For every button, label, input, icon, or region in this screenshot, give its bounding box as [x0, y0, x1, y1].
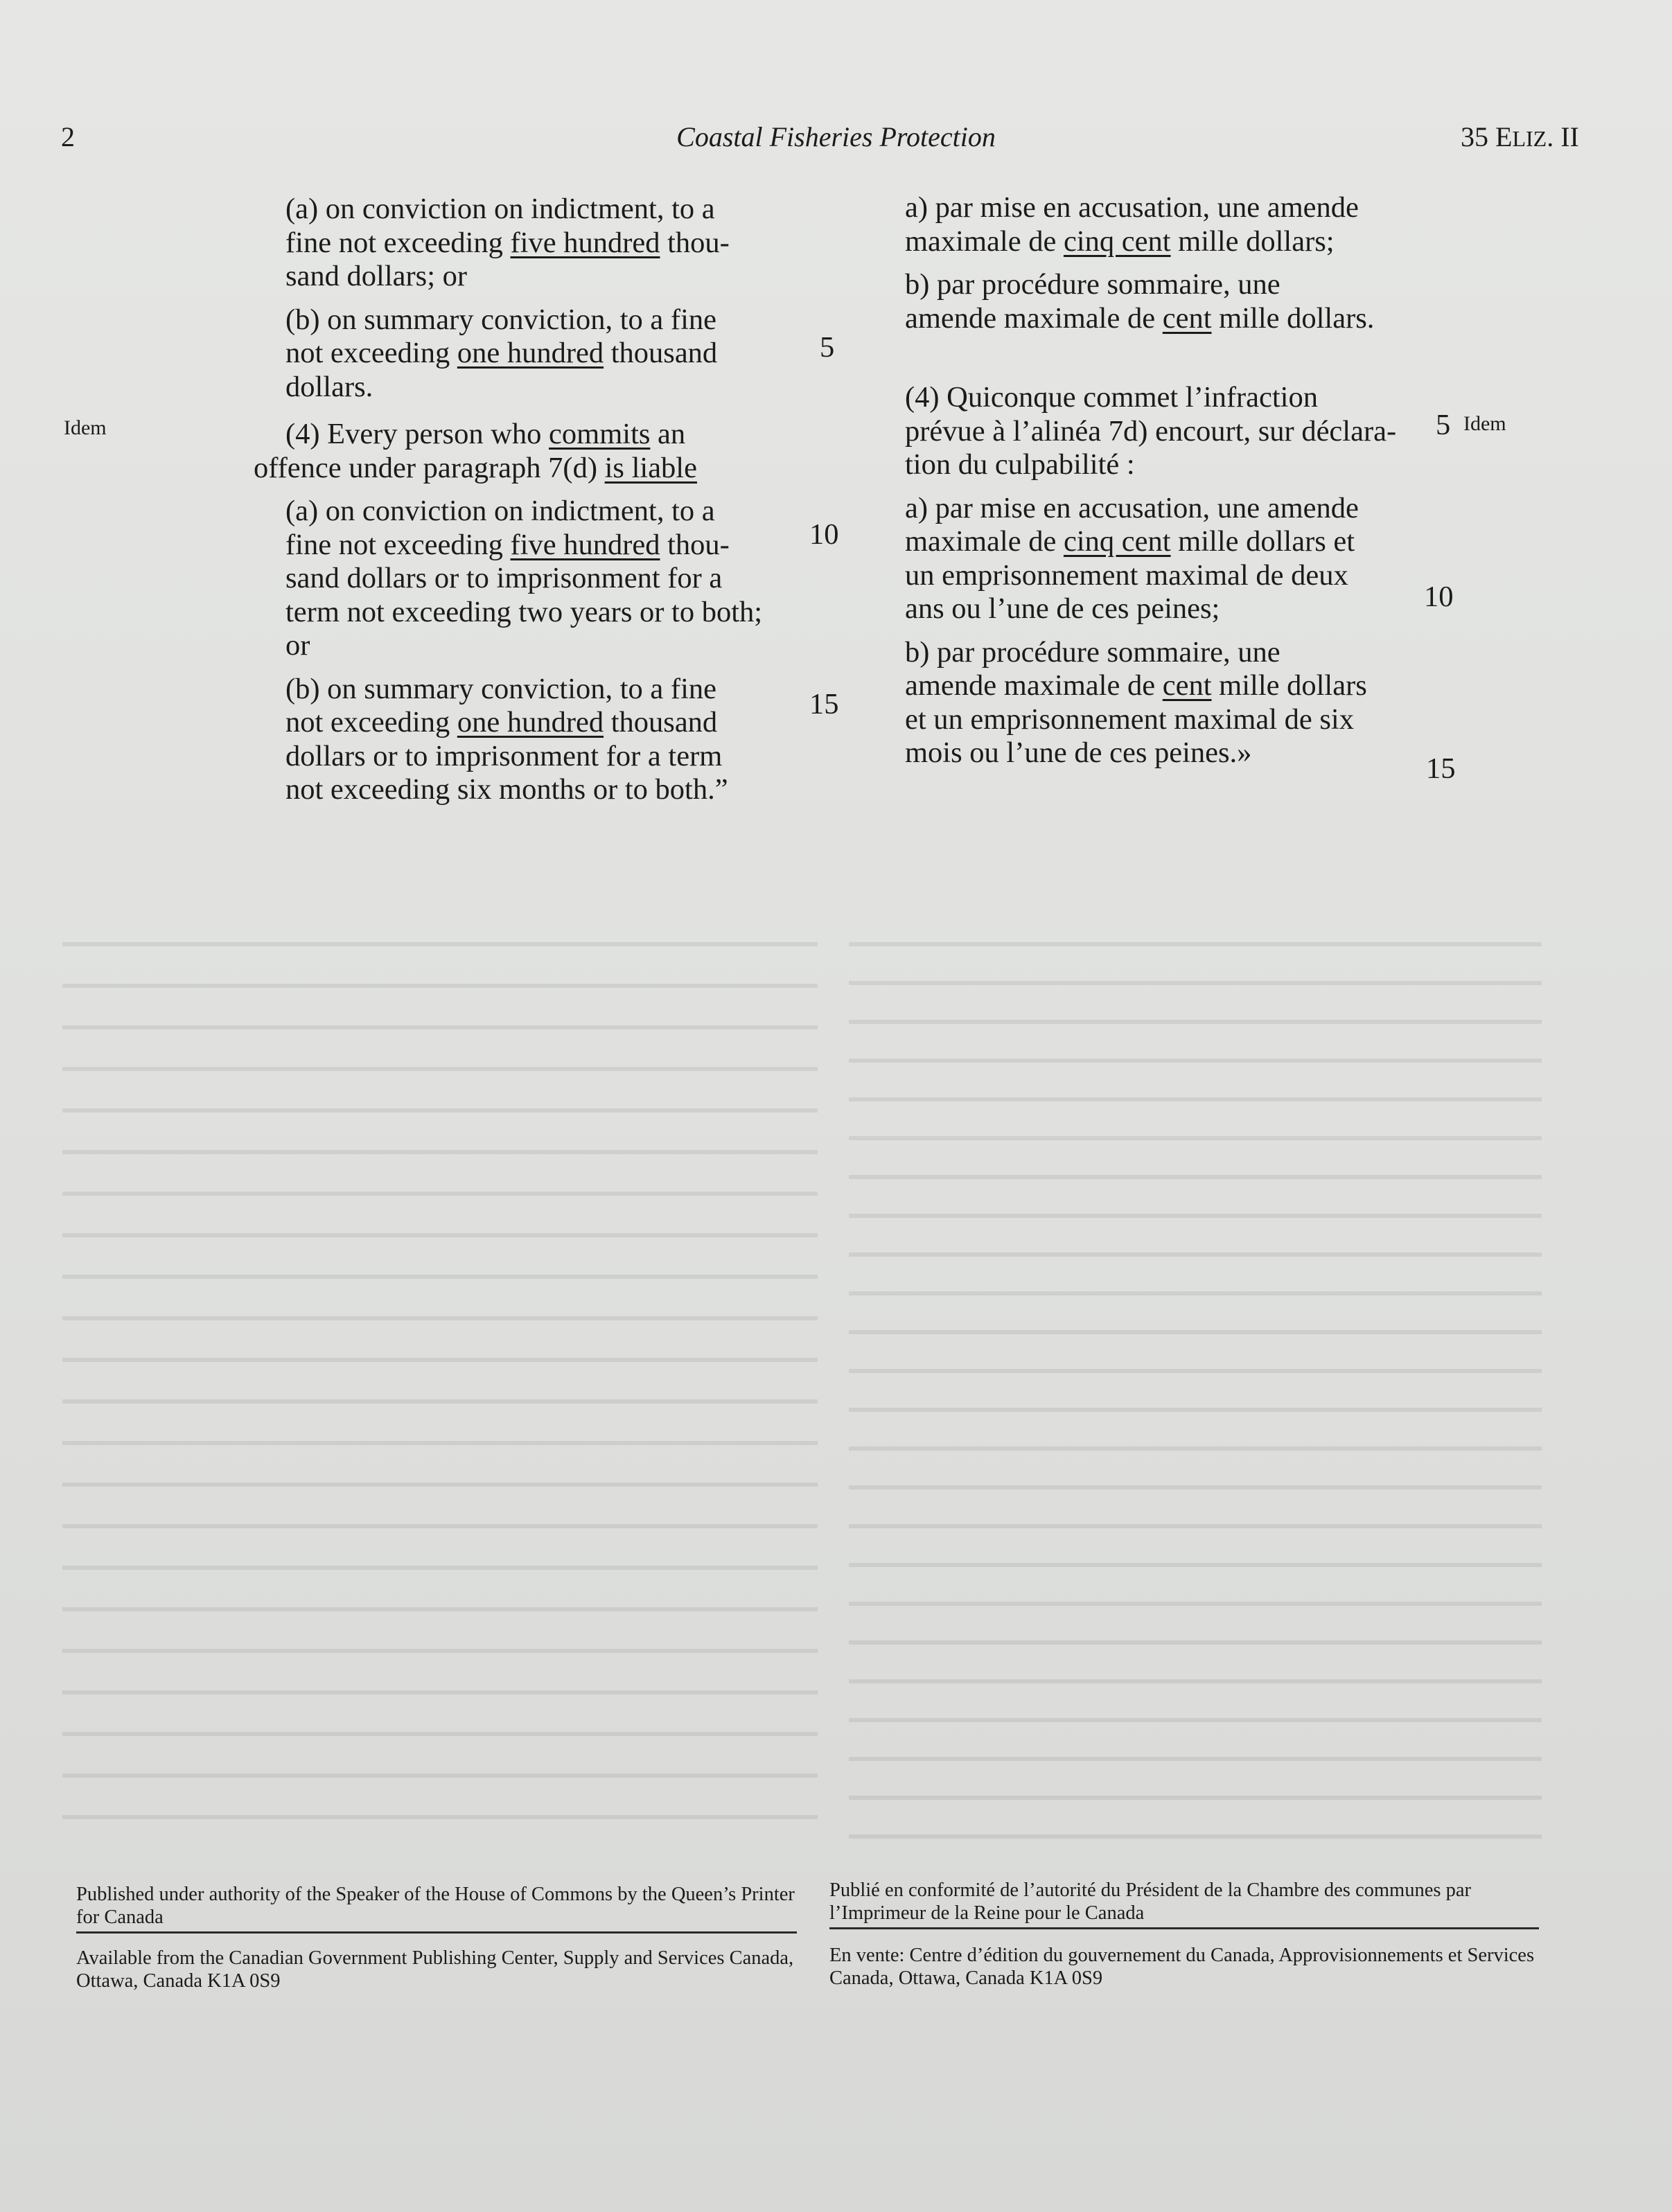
footer-en-available: Available from the Canadian Government Publishing Center, Supply and Services Canada, Ottawa, Canada K1A 0S9 [76, 1947, 794, 1992]
en-para-a: (a) on conviction on indictment, to a fine not exceeding five hundred thou- sand dollars; or [285, 193, 730, 292]
fr-para-b: b) par procédure sommaire, une amende maximale de cent mille dollars. [905, 268, 1375, 335]
line-number-5-fr: 5 [1436, 409, 1451, 441]
fr-para-4b: b) par procédure sommaire, une amende maximale de cent mille dollars et un emprisonnement maximal de six mois ou l’une de ces peines.» [905, 635, 1367, 769]
margin-note-left: Idem [64, 416, 107, 439]
line-number-15-en: 15 [809, 688, 839, 720]
french-column [905, 191, 1416, 770]
footer-fr-available: En vente: Centre d’édition du gouvernement du Canada, Approvisionnements et Services Canada, Ottawa, Canada K1A 0S9 [829, 1945, 1535, 1989]
footer-fr-published: Publié en conformité de l’autorité du Président de la Chambre des communes par l’Imprimeur de la Reine pour le Canada [829, 1879, 1471, 1924]
line-number-5-en: 5 [820, 331, 835, 364]
fr-subsection-4: (4) Quiconque commet l’infraction prévue à l’alinéa 7d) encourt, sur déclara- tion du culpabilité : [905, 381, 1397, 481]
page-number: 2 [61, 121, 75, 152]
show-through-notes-right [849, 942, 1542, 1843]
footer-rule-en [76, 1931, 797, 1934]
en-a-line1: (a) on conviction on indictment, to a [285, 193, 715, 225]
en-para-b: (b) on summary conviction, to a fine not exceeding one hundred thousand dollars. [285, 303, 718, 403]
amended-amount: five hundred [510, 226, 660, 259]
footer-en-published: Published under authority of the Speaker of the House of Commons by the Queen’s Printer for Canada [76, 1884, 795, 1928]
fr-para-4a: a) par mise en accusation, une amende maximale de cinq cent mille dollars et un emprisonnement maximal de deux ans ou l’une de ces peines; [905, 491, 1359, 625]
line-number-10-en: 10 [809, 518, 839, 551]
en-para-4a: (a) on conviction on indictment, to a fine not exceeding five hundred thou- sand dollars or to imprisonment for a term not exceeding two years or to both; or [285, 495, 763, 662]
line-number-15-fr: 15 [1426, 752, 1456, 785]
line-number-10-fr: 10 [1424, 581, 1454, 613]
footer-rule-fr [829, 1927, 1539, 1929]
regnal-year: 35 ELIZ. II [1461, 121, 1579, 152]
amended-amount: one hundred [457, 337, 604, 369]
running-title: Coastal Fisheries Protection [676, 121, 996, 152]
en-subsection-4: (4) Every person who commits an offence under paragraph 7(d) is liable [254, 418, 697, 484]
margin-note-right: Idem [1463, 412, 1506, 435]
en-para-4b: (b) on summary conviction, to a fine not exceeding one hundred thousand dollars or to imprisonment for a term not exceeding six months or to both.” [285, 672, 728, 806]
show-through-notes-left [62, 942, 818, 1843]
fr-para-a: a) par mise en accusation, une amende maximale de cinq cent mille dollars; [905, 191, 1359, 258]
english-column [254, 193, 800, 807]
